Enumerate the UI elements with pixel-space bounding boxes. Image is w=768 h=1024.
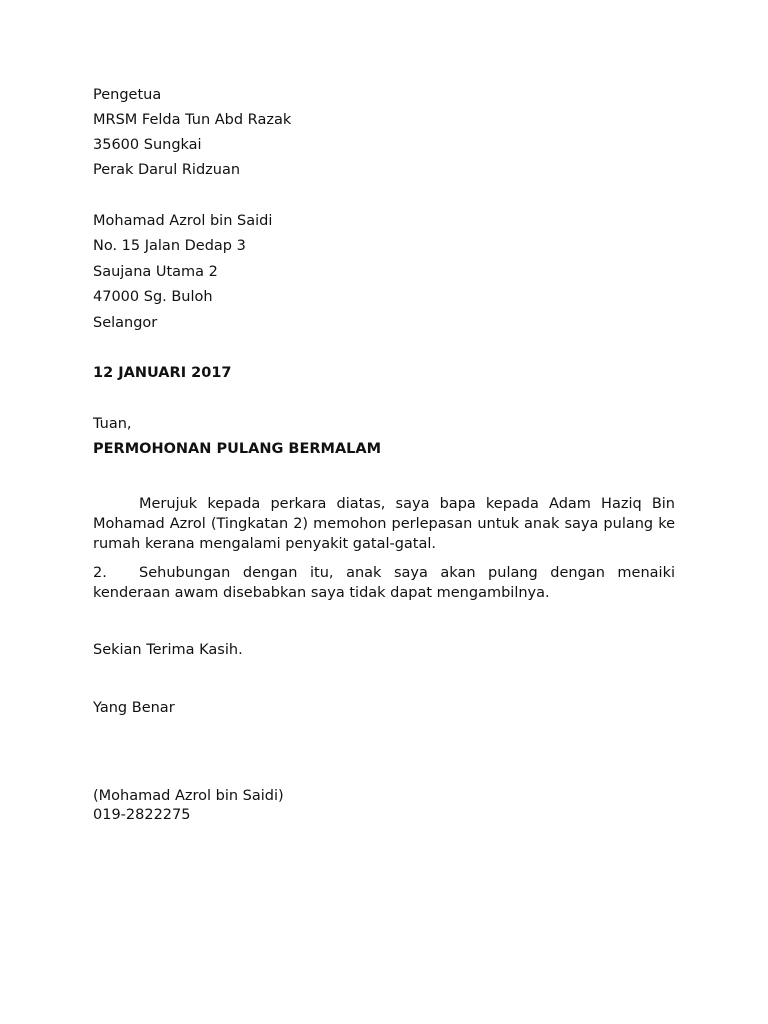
signature-name: (Mohamad Azrol bin Saidi) — [93, 788, 284, 804]
recipient-state: Perak Darul Ridzuan — [93, 162, 241, 178]
letter-date: 12 JANUARI 2017 — [93, 365, 232, 381]
recipient-postcode: 35600 Sungkai — [93, 137, 202, 153]
body-paragraph-2 — [93, 563, 675, 603]
recipient-institution: MRSM Felda Tun Abd Razak — [93, 112, 292, 128]
sender-name: Mohamad Azrol bin Saidi — [93, 213, 273, 229]
paragraph-number: 2. — [93, 565, 107, 581]
body-paragraph-2-text: Sehubungan dengan itu, anak saya akan pulang dengan menaiki kenderaan awam disebabkan saya tidak dapat mengambilnya. — [93, 565, 675, 601]
letter-subject: PERMOHONAN PULANG BERMALAM — [93, 441, 382, 457]
closing-text: Sekian Terima Kasih. — [93, 642, 243, 658]
signature-phone: 019-2822275 — [93, 807, 191, 823]
recipient-title: Pengetua — [93, 87, 162, 103]
sender-address-area: Saujana Utama 2 — [93, 264, 218, 280]
sender-address-state: Selangor — [93, 315, 158, 331]
sender-address-postcode: 47000 Sg. Buloh — [93, 289, 213, 305]
body-paragraph-1: Merujuk kepada perkara diatas, saya bapa kepada Adam Haziq Bin Mohamad Azrol (Tingkatan 2) memohon perlepasan untuk anak saya pulang ke rumah kerana mengalami penyakit gatal-gatal. — [93, 496, 675, 552]
signoff-text: Yang Benar — [93, 700, 175, 716]
sender-address-street: No. 15 Jalan Dedap 3 — [93, 238, 246, 254]
salutation: Tuan, — [93, 416, 132, 432]
